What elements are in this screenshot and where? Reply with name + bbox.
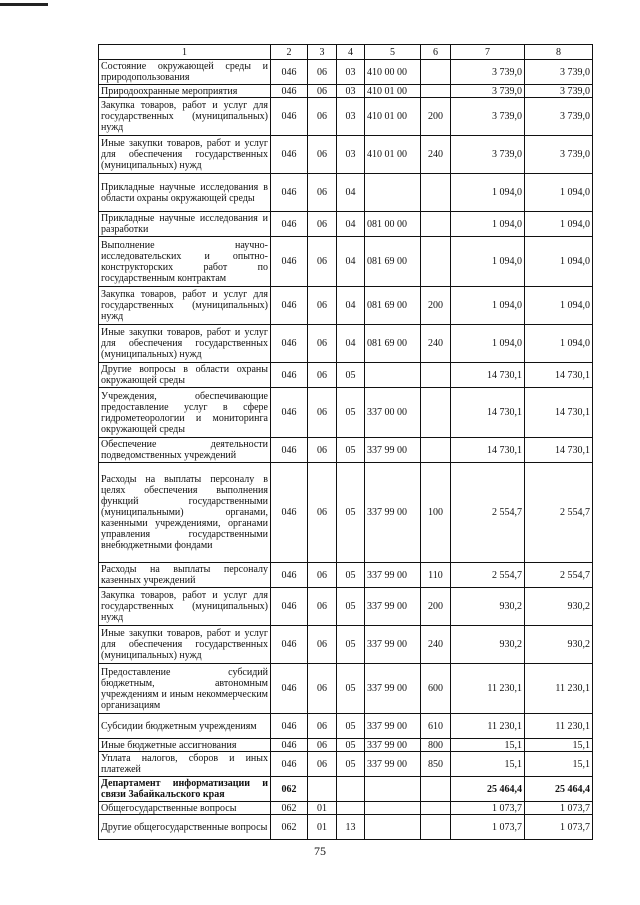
item-name-cell: Департамент информатизации и связи Забайкальского края bbox=[99, 777, 271, 802]
page-number: 75 bbox=[314, 844, 326, 858]
table-row bbox=[99, 212, 593, 237]
section-code-cell: 06 bbox=[308, 85, 337, 98]
table-row bbox=[99, 588, 593, 626]
amount-col7-cell: 14 730,1 bbox=[451, 363, 525, 388]
ministry-code-cell: 046 bbox=[271, 739, 308, 752]
expense-type-cell: 850 bbox=[421, 752, 451, 777]
subsection-code-cell: 04 bbox=[337, 287, 365, 325]
ministry-code-cell: 062 bbox=[271, 802, 308, 815]
item-name-cell: Выполнение научно-исследовательских и опытно-конструкторских работ по государственным контрактам bbox=[99, 237, 271, 287]
expense-type-cell bbox=[421, 802, 451, 815]
subsection-code-cell: 04 bbox=[337, 325, 365, 363]
table-row bbox=[99, 802, 593, 815]
target-article-cell: 081 00 00 bbox=[365, 212, 421, 237]
subsection-code-cell: 05 bbox=[337, 664, 365, 714]
amount-col7-cell: 1 094,0 bbox=[451, 325, 525, 363]
expense-type-cell: 200 bbox=[421, 98, 451, 136]
item-name-cell: Общегосударственные вопросы bbox=[99, 802, 271, 815]
target-article-cell: 337 99 00 bbox=[365, 739, 421, 752]
table-row bbox=[99, 626, 593, 664]
amount-col8-cell: 1 094,0 bbox=[525, 212, 593, 237]
target-article-cell: 410 00 00 bbox=[365, 60, 421, 85]
expense-type-cell: 600 bbox=[421, 664, 451, 714]
subsection-code-cell: 05 bbox=[337, 752, 365, 777]
ministry-code-cell: 046 bbox=[271, 626, 308, 664]
amount-col7-cell: 3 739,0 bbox=[451, 136, 525, 174]
item-name-cell: Другие общегосударственные вопросы bbox=[99, 815, 271, 840]
target-article-cell: 337 99 00 bbox=[365, 588, 421, 626]
table-row bbox=[99, 136, 593, 174]
target-article-cell bbox=[365, 363, 421, 388]
ministry-code-cell: 046 bbox=[271, 588, 308, 626]
amount-col8-cell: 15,1 bbox=[525, 739, 593, 752]
ministry-code-cell: 062 bbox=[271, 815, 308, 840]
amount-col8-cell: 11 230,1 bbox=[525, 714, 593, 739]
section-code-cell: 06 bbox=[308, 752, 337, 777]
header-cell: 2 bbox=[271, 45, 308, 60]
target-article-cell bbox=[365, 815, 421, 840]
item-name-cell: Иные закупки товаров, работ и услуг для обеспечения государственных (муниципальных) нужд bbox=[99, 325, 271, 363]
amount-col7-cell: 14 730,1 bbox=[451, 388, 525, 438]
subsection-code-cell: 05 bbox=[337, 739, 365, 752]
ministry-code-cell: 046 bbox=[271, 714, 308, 739]
amount-col7-cell: 3 739,0 bbox=[451, 60, 525, 85]
amount-col8-cell: 1 094,0 bbox=[525, 287, 593, 325]
section-code-cell: 01 bbox=[308, 802, 337, 815]
amount-col8-cell: 14 730,1 bbox=[525, 438, 593, 463]
item-name-cell: Другие вопросы в области охраны окружающей среды bbox=[99, 363, 271, 388]
amount-col8-cell: 3 739,0 bbox=[525, 60, 593, 85]
table-row bbox=[99, 777, 593, 802]
subsection-code-cell: 05 bbox=[337, 626, 365, 664]
table-row bbox=[99, 815, 593, 840]
target-article-cell: 081 69 00 bbox=[365, 237, 421, 287]
amount-col8-cell: 15,1 bbox=[525, 752, 593, 777]
amount-col7-cell: 1 094,0 bbox=[451, 287, 525, 325]
amount-col7-cell: 1 073,7 bbox=[451, 815, 525, 840]
target-article-cell: 337 99 00 bbox=[365, 563, 421, 588]
ministry-code-cell: 046 bbox=[271, 136, 308, 174]
item-name-cell: Учреждения, обеспечивающие предоставление услуг в сфере гидрометеорологии и мониторинга окружающей среды bbox=[99, 388, 271, 438]
subsection-code-cell: 13 bbox=[337, 815, 365, 840]
amount-col8-cell: 3 739,0 bbox=[525, 136, 593, 174]
header-cell: 3 bbox=[308, 45, 337, 60]
table-row bbox=[99, 325, 593, 363]
section-code-cell: 06 bbox=[308, 212, 337, 237]
amount-col8-cell: 1 094,0 bbox=[525, 174, 593, 212]
subsection-code-cell: 03 bbox=[337, 98, 365, 136]
item-name-cell: Иные бюджетные ассигнования bbox=[99, 739, 271, 752]
item-name-cell: Расходы на выплаты персоналу в целях обеспечения выполнения функций государственными (муниципальными) органами, казенными учреждениями, органами управления государственными внебюджетными фондами bbox=[99, 463, 271, 563]
header-cell: 5 bbox=[365, 45, 421, 60]
expense-type-cell bbox=[421, 388, 451, 438]
ministry-code-cell: 046 bbox=[271, 664, 308, 714]
amount-col8-cell: 14 730,1 bbox=[525, 388, 593, 438]
item-name-cell: Иные закупки товаров, работ и услуг для обеспечения государственных (муниципальных) нужд bbox=[99, 136, 271, 174]
amount-col8-cell: 11 230,1 bbox=[525, 664, 593, 714]
item-name-cell: Уплата налогов, сборов и иных платежей bbox=[99, 752, 271, 777]
amount-col8-cell: 930,2 bbox=[525, 588, 593, 626]
section-code-cell: 06 bbox=[308, 438, 337, 463]
subsection-code-cell: 05 bbox=[337, 714, 365, 739]
item-name-cell: Природоохранные мероприятия bbox=[99, 85, 271, 98]
budget-table bbox=[98, 44, 593, 840]
header-cell: 1 bbox=[99, 45, 271, 60]
amount-col7-cell: 15,1 bbox=[451, 752, 525, 777]
amount-col7-cell: 3 739,0 bbox=[451, 98, 525, 136]
amount-col8-cell: 1 073,7 bbox=[525, 802, 593, 815]
subsection-code-cell: 05 bbox=[337, 388, 365, 438]
item-name-cell: Закупка товаров, работ и услуг для государственных (муниципальных) нужд bbox=[99, 98, 271, 136]
expense-type-cell: 200 bbox=[421, 588, 451, 626]
ministry-code-cell: 046 bbox=[271, 325, 308, 363]
expense-type-cell bbox=[421, 60, 451, 85]
expense-type-cell bbox=[421, 212, 451, 237]
amount-col8-cell: 3 739,0 bbox=[525, 98, 593, 136]
table-row bbox=[99, 85, 593, 98]
amount-col7-cell: 3 739,0 bbox=[451, 85, 525, 98]
amount-col8-cell: 1 073,7 bbox=[525, 815, 593, 840]
item-name-cell: Субсидии бюджетным учреждениям bbox=[99, 714, 271, 739]
top-edge-mark bbox=[0, 3, 48, 6]
section-code-cell: 06 bbox=[308, 664, 337, 714]
subsection-code-cell: 04 bbox=[337, 212, 365, 237]
expense-type-cell: 800 bbox=[421, 739, 451, 752]
header-cell: 4 bbox=[337, 45, 365, 60]
table-row bbox=[99, 752, 593, 777]
header-cell: 7 bbox=[451, 45, 525, 60]
item-name-cell: Прикладные научные исследования и разработки bbox=[99, 212, 271, 237]
amount-col7-cell: 15,1 bbox=[451, 739, 525, 752]
amount-col7-cell: 2 554,7 bbox=[451, 563, 525, 588]
ministry-code-cell: 046 bbox=[271, 388, 308, 438]
section-code-cell: 06 bbox=[308, 237, 337, 287]
subsection-code-cell bbox=[337, 777, 365, 802]
amount-col7-cell: 930,2 bbox=[451, 626, 525, 664]
item-name-cell: Закупка товаров, работ и услуг для государственных (муниципальных) нужд bbox=[99, 287, 271, 325]
subsection-code-cell: 04 bbox=[337, 174, 365, 212]
expense-type-cell bbox=[421, 237, 451, 287]
amount-col7-cell: 930,2 bbox=[451, 588, 525, 626]
target-article-cell: 337 99 00 bbox=[365, 626, 421, 664]
header-cell: 6 bbox=[421, 45, 451, 60]
section-code-cell: 01 bbox=[308, 815, 337, 840]
ministry-code-cell: 046 bbox=[271, 85, 308, 98]
ministry-code-cell: 046 bbox=[271, 463, 308, 563]
ministry-code-cell: 046 bbox=[271, 237, 308, 287]
header-cell: 8 bbox=[525, 45, 593, 60]
item-name-cell: Состояние окружающей среды и природопользования bbox=[99, 60, 271, 85]
target-article-cell: 337 99 00 bbox=[365, 664, 421, 714]
amount-col8-cell: 2 554,7 bbox=[525, 463, 593, 563]
section-code-cell: 06 bbox=[308, 174, 337, 212]
ministry-code-cell: 046 bbox=[271, 363, 308, 388]
target-article-cell: 410 01 00 bbox=[365, 98, 421, 136]
section-code-cell bbox=[308, 777, 337, 802]
section-code-cell: 06 bbox=[308, 98, 337, 136]
amount-col7-cell: 1 094,0 bbox=[451, 212, 525, 237]
expense-type-cell: 240 bbox=[421, 136, 451, 174]
table-row bbox=[99, 287, 593, 325]
ministry-code-cell: 046 bbox=[271, 212, 308, 237]
ministry-code-cell: 046 bbox=[271, 563, 308, 588]
table-row bbox=[99, 237, 593, 287]
section-code-cell: 06 bbox=[308, 388, 337, 438]
target-article-cell: 337 99 00 bbox=[365, 463, 421, 563]
target-article-cell: 410 01 00 bbox=[365, 136, 421, 174]
amount-col7-cell: 1 073,7 bbox=[451, 802, 525, 815]
section-code-cell: 06 bbox=[308, 325, 337, 363]
amount-col7-cell: 1 094,0 bbox=[451, 174, 525, 212]
expense-type-cell: 240 bbox=[421, 325, 451, 363]
subsection-code-cell: 05 bbox=[337, 563, 365, 588]
amount-col8-cell: 930,2 bbox=[525, 626, 593, 664]
header-row bbox=[99, 45, 593, 60]
section-code-cell: 06 bbox=[308, 626, 337, 664]
section-code-cell: 06 bbox=[308, 136, 337, 174]
amount-col8-cell: 2 554,7 bbox=[525, 563, 593, 588]
item-name-cell: Закупка товаров, работ и услуг для государственных (муниципальных) нужд bbox=[99, 588, 271, 626]
amount-col8-cell: 1 094,0 bbox=[525, 237, 593, 287]
expense-type-cell: 100 bbox=[421, 463, 451, 563]
item-name-cell: Обеспечение деятельности подведомственных учреждений bbox=[99, 438, 271, 463]
item-name-cell: Прикладные научные исследования в области охраны окружающей среды bbox=[99, 174, 271, 212]
target-article-cell: 410 01 00 bbox=[365, 85, 421, 98]
table-row bbox=[99, 739, 593, 752]
section-code-cell: 06 bbox=[308, 739, 337, 752]
amount-col7-cell: 2 554,7 bbox=[451, 463, 525, 563]
expense-type-cell bbox=[421, 363, 451, 388]
expense-type-cell: 240 bbox=[421, 626, 451, 664]
subsection-code-cell bbox=[337, 802, 365, 815]
target-article-cell bbox=[365, 802, 421, 815]
subsection-code-cell: 04 bbox=[337, 237, 365, 287]
target-article-cell: 337 00 00 bbox=[365, 388, 421, 438]
expense-type-cell bbox=[421, 438, 451, 463]
table-row bbox=[99, 563, 593, 588]
amount-col7-cell: 11 230,1 bbox=[451, 664, 525, 714]
amount-col8-cell: 25 464,4 bbox=[525, 777, 593, 802]
table-row bbox=[99, 438, 593, 463]
subsection-code-cell: 03 bbox=[337, 136, 365, 174]
section-code-cell: 06 bbox=[308, 714, 337, 739]
amount-col8-cell: 14 730,1 bbox=[525, 363, 593, 388]
amount-col8-cell: 3 739,0 bbox=[525, 85, 593, 98]
amount-col7-cell: 14 730,1 bbox=[451, 438, 525, 463]
ministry-code-cell: 062 bbox=[271, 777, 308, 802]
amount-col7-cell: 1 094,0 bbox=[451, 237, 525, 287]
subsection-code-cell: 05 bbox=[337, 438, 365, 463]
table-row bbox=[99, 363, 593, 388]
target-article-cell: 081 69 00 bbox=[365, 287, 421, 325]
table-row bbox=[99, 664, 593, 714]
target-article-cell: 337 99 00 bbox=[365, 714, 421, 739]
table-row bbox=[99, 98, 593, 136]
amount-col7-cell: 11 230,1 bbox=[451, 714, 525, 739]
ministry-code-cell: 046 bbox=[271, 174, 308, 212]
section-code-cell: 06 bbox=[308, 287, 337, 325]
subsection-code-cell: 05 bbox=[337, 463, 365, 563]
subsection-code-cell: 05 bbox=[337, 588, 365, 626]
table-row bbox=[99, 463, 593, 563]
amount-col8-cell: 1 094,0 bbox=[525, 325, 593, 363]
target-article-cell: 337 99 00 bbox=[365, 438, 421, 463]
ministry-code-cell: 046 bbox=[271, 60, 308, 85]
expense-type-cell: 110 bbox=[421, 563, 451, 588]
section-code-cell: 06 bbox=[308, 463, 337, 563]
table-row bbox=[99, 714, 593, 739]
subsection-code-cell: 03 bbox=[337, 85, 365, 98]
section-code-cell: 06 bbox=[308, 563, 337, 588]
expense-type-cell: 610 bbox=[421, 714, 451, 739]
amount-col7-cell: 25 464,4 bbox=[451, 777, 525, 802]
ministry-code-cell: 046 bbox=[271, 438, 308, 463]
table-row bbox=[99, 60, 593, 85]
section-code-cell: 06 bbox=[308, 588, 337, 626]
subsection-code-cell: 05 bbox=[337, 363, 365, 388]
ministry-code-cell: 046 bbox=[271, 752, 308, 777]
section-code-cell: 06 bbox=[308, 60, 337, 85]
target-article-cell bbox=[365, 174, 421, 212]
table-body bbox=[99, 60, 593, 840]
item-name-cell: Иные закупки товаров, работ и услуг для обеспечения государственных (муниципальных) нужд bbox=[99, 626, 271, 664]
ministry-code-cell: 046 bbox=[271, 98, 308, 136]
item-name-cell: Расходы на выплаты персоналу казенных учреждений bbox=[99, 563, 271, 588]
table-row bbox=[99, 174, 593, 212]
item-name-cell: Предоставление субсидий бюджетным, автономным учреждениям и иным некоммерческим организациям bbox=[99, 664, 271, 714]
expense-type-cell bbox=[421, 174, 451, 212]
target-article-cell: 081 69 00 bbox=[365, 325, 421, 363]
expense-type-cell bbox=[421, 815, 451, 840]
ministry-code-cell: 046 bbox=[271, 287, 308, 325]
target-article-cell: 337 99 00 bbox=[365, 752, 421, 777]
section-code-cell: 06 bbox=[308, 363, 337, 388]
subsection-code-cell: 03 bbox=[337, 60, 365, 85]
expense-type-cell bbox=[421, 777, 451, 802]
expense-type-cell bbox=[421, 85, 451, 98]
table-row bbox=[99, 388, 593, 438]
target-article-cell bbox=[365, 777, 421, 802]
expense-type-cell: 200 bbox=[421, 287, 451, 325]
